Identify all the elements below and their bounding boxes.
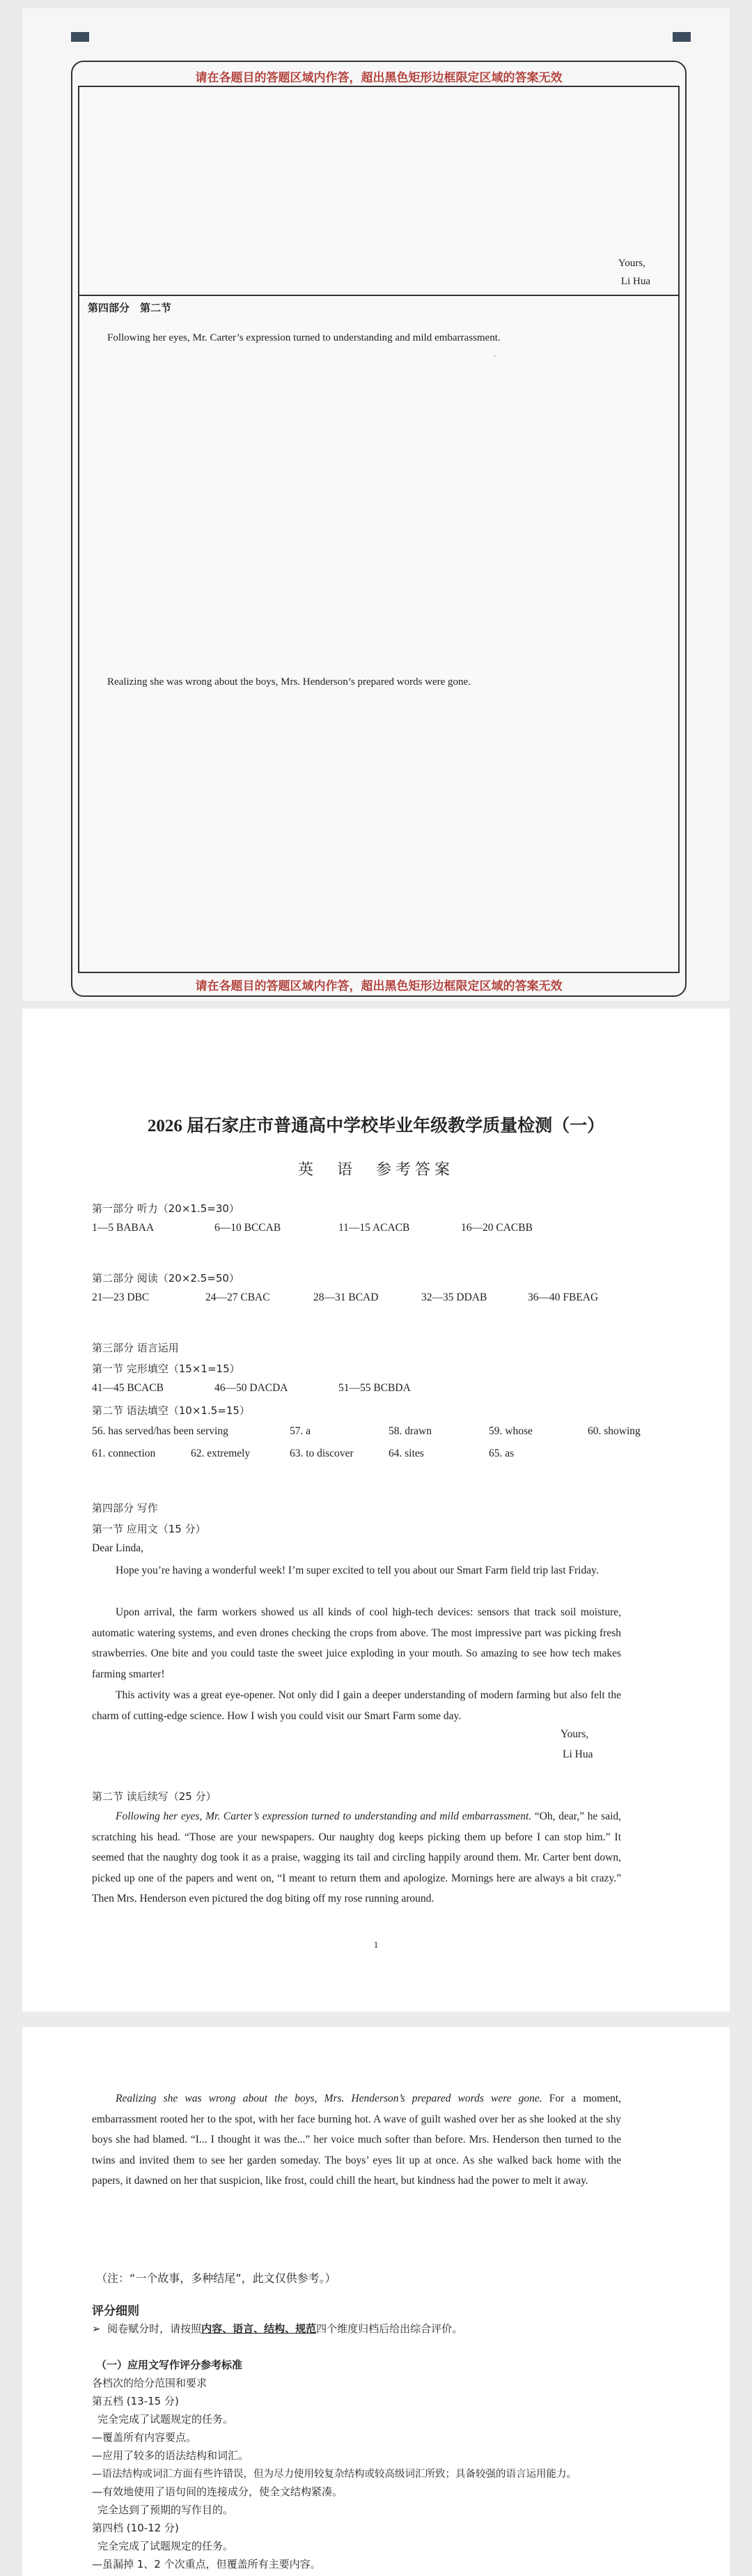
exam-subtitle: 英 语 参考答案 (297, 1161, 454, 1178)
rubric-line: 第五档 (13-15 分) (92, 2395, 179, 2407)
rubric-subheading: （一）应用文写作评分参考标准 (96, 2359, 243, 2371)
positioning-mark-left (71, 32, 89, 42)
part1-answer: 1—5 BABAA (92, 1222, 155, 1234)
grammar-answer: 60. showing (588, 1425, 641, 1437)
answer-sheet-page (22, 8, 730, 1001)
rubric-line: —有效地使用了语句间的连接成分，使全文结构紧凑。 (92, 2485, 343, 2498)
rubric-heading: 评分细则 (92, 2304, 139, 2318)
part3-heading: 第三部分 语言运用 (92, 1342, 179, 1354)
grammar-answer: 61. connection (92, 1448, 156, 1459)
answer-area-frame (71, 61, 687, 997)
warning-top: 请在各题目的答题区域内作答，超出黑色矩形边框限定区域的答案无效 (195, 71, 563, 85)
grammar-answer: 57. a (290, 1425, 311, 1437)
letter-closing-block (618, 254, 650, 290)
cloze-answer: 46—50 DACDA (214, 1382, 288, 1394)
grammar-answer: 64. sites (389, 1448, 424, 1459)
letter-salutation: Dear Linda, (92, 1542, 144, 1554)
rubric-line: 完全达到了预期的写作目的。 (97, 2504, 234, 2516)
part1-answer: 11—15 ACACB (338, 1222, 410, 1234)
part4-section2-heading: 第二节 读后续写（25 分） (92, 1790, 217, 1803)
letter-closing: Yours, (561, 1728, 589, 1740)
rubric-line: —覆盖所有内容要点。 (92, 2431, 197, 2444)
part3-section2-heading: 第二节 语法填空（10×1.5=15） (92, 1404, 250, 1417)
section-label: 第四部分 第二节 (88, 302, 172, 314)
answer-key-page-2 (22, 2027, 730, 2576)
given-sentence-1: Following her eyes, Mr. Carter’s expression turned to understanding and mild embarrassment. (107, 332, 501, 343)
closing-text: Yours, (618, 258, 645, 269)
page-number: 1 (373, 1939, 379, 1950)
grammar-answer: 62. extremely (191, 1448, 251, 1459)
rubric-line: 完全完成了试题规定的任务。 (97, 2413, 234, 2426)
grammar-answer: 59. whose (489, 1425, 533, 1437)
part1-answer: 6—10 BCCAB (214, 1222, 281, 1234)
model-letter-paragraph-3: This activity was a great eye-opener. Not only did I gain a deeper understanding of modern farming but also felt the charm of cutting-edge science. How I wish you could visit our Smart Farm some day. (92, 1689, 621, 1722)
stray-mark: · (494, 353, 496, 361)
part2-answer: 28—31 BCAD (313, 1291, 379, 1303)
given-sentence-2: Realizing she was wrong about the boys, Mrs. Henderson’s prepared words were gone. (107, 676, 471, 688)
cloze-answer: 41—45 BCACB (92, 1382, 164, 1394)
part4-section1-heading: 第一节 应用文（15 分） (92, 1523, 206, 1535)
positioning-mark-right (673, 32, 691, 42)
model-letter-paragraph-1: Hope you’re having a wonderful week! I’m super excited to tell you about our Smart Farm field trip last Friday. (116, 1565, 599, 1576)
rubric-line: 各档次的给分范围和要求 (92, 2377, 207, 2389)
part2-answer: 24—27 CBAC (205, 1291, 270, 1303)
rubric-line: 第四档 (10-12 分) (92, 2522, 179, 2534)
cloze-answer: 51—55 BCBDA (338, 1382, 411, 1394)
continuation-paragraph-2: Realizing she was wrong about the boys, Mrs. Henderson’s prepared words were gone. For a moment, embarrassment rooted her to the spot, with her face burning hot. A wave of guilt washed over her as she looked at the shy boys she had blamed. “I... I thought it was the...” her voice much softer than before. Mrs. Henderson then turned to the twins and invited them to see her garden someday. The boys’ eyes lit up at once. As she walked back home with the papers, it dawned on her that suspicion, like frost, could chill the heart, but kindness had the power to melt it away. (92, 2093, 622, 2187)
part3-section1-heading: 第一节 完形填空（15×1=15） (92, 1363, 240, 1375)
rubric-line: 完全完成了试题规定的任务。 (97, 2540, 234, 2552)
answer-key-page-1 (22, 1009, 730, 2012)
grammar-answer: 58. drawn (389, 1425, 432, 1437)
part2-answer: 21—23 DBC (92, 1291, 150, 1303)
continuation-answer-box (78, 295, 680, 973)
part1-answer: 16—20 CACBB (461, 1222, 533, 1234)
grammar-answer: 65. as (489, 1448, 515, 1459)
grammar-answer: 63. to discover (290, 1448, 354, 1459)
letter-answer-box (78, 86, 680, 296)
signature-text: Li Hua (620, 276, 650, 287)
rubric-line: —虽漏掉 1、2 个次重点，但覆盖所有主要内容。 (92, 2558, 321, 2570)
letter-signature: Li Hua (563, 1748, 593, 1760)
rubric-line: —应用了较多的语法结构和词汇。 (92, 2449, 249, 2462)
model-letter-paragraph-2: Upon arrival, the farm workers showed us all kinds of cool high-tech devices: sensors that track soil moisture, automatic watering systems, and even drones checking the crops from above. The most impressive part was picking fresh strawberries. One bite and you could taste the sweet juice exploding in your mouth. So amazing to see how tech makes farming smarter! (92, 1606, 621, 1680)
rubric-intro: ➢ 阅卷赋分时，请按照内容、语言、结构、规范四个维度归档后给出综合评价。 (92, 2322, 463, 2335)
part2-answer: 36—40 FBEAG (528, 1291, 599, 1303)
model-note: （注：“一个故事，多种结尾”，此文仅供参考。） (96, 2272, 336, 2285)
bullet-arrow-icon: ➢ (92, 2322, 101, 2335)
part4-heading: 第四部分 写作 (92, 1502, 158, 1514)
part2-answer: 32—35 DDAB (421, 1291, 487, 1303)
grammar-answer: 56. has served/has been serving (92, 1425, 228, 1437)
part1-heading: 第一部分 听力（20×1.5=30） (92, 1202, 240, 1215)
exam-title: 2026 届石家庄市普通高中学校毕业年级教学质量检测（一） (147, 1117, 605, 1135)
warning-bottom: 请在各题目的答题区域内作答，超出黑色矩形边框限定区域的答案无效 (195, 979, 563, 993)
rubric-line: —语法结构或词汇方面有些许错误，但为尽力使用较复杂结构或较高级词汇所致；具备较强的语言运用能力。 (92, 2469, 577, 2480)
part2-heading: 第二部分 阅读（20×2.5=50） (92, 1272, 240, 1285)
continuation-paragraph-1: Following her eyes, Mr. Carter’s expression turned to understanding and mild embarrassment. “Oh, dear,” he said, scratching his head. “Those are your newspapers. Our naughty dog keeps picking them up before I can stop him.” It seemed that the naughty dog took it as a praise, wagging its tail and circling happily around them. Mr. Carter bent down, picked up one of the papers and went on, “I meant to return them and apologize. Mornings here are always a bit crazy.” Then Mrs. Henderson even pictured the dog biting off my rose running around. (92, 1810, 621, 1904)
